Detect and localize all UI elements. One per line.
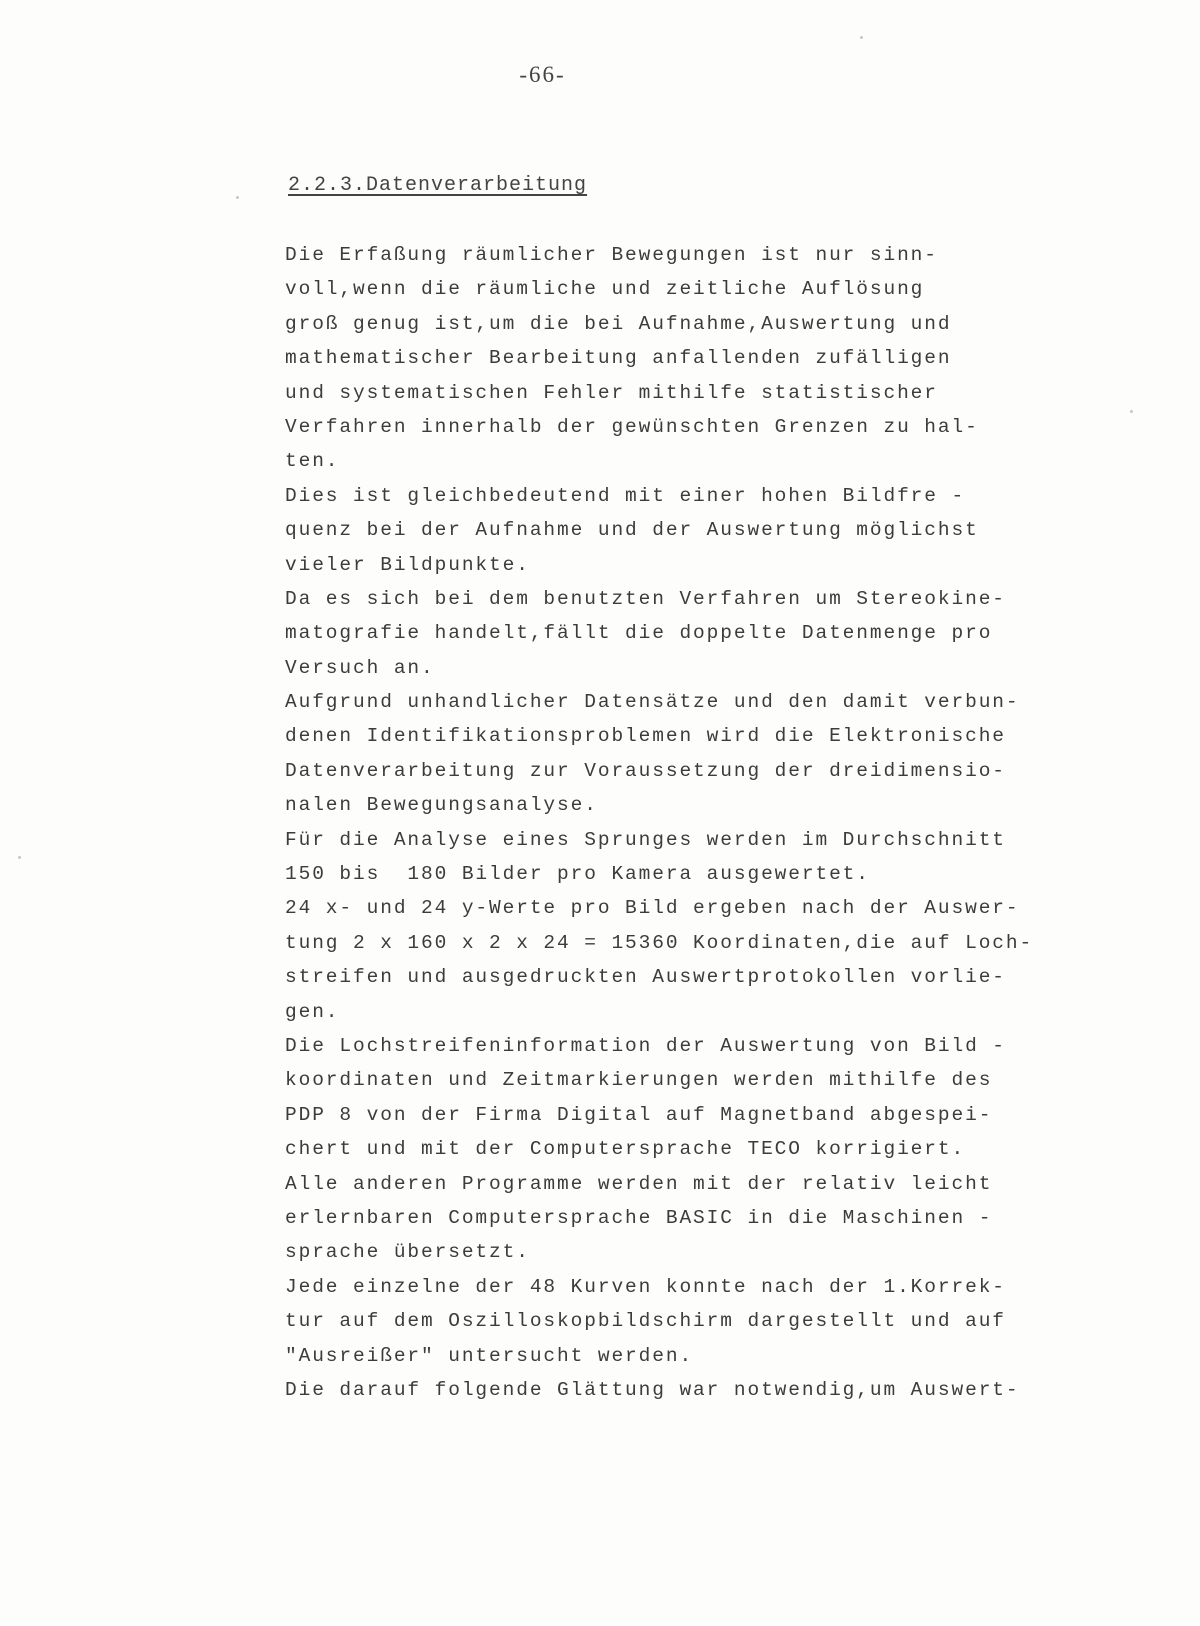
- paper-speck: [860, 36, 863, 39]
- text-line: erlernbaren Computersprache BASIC in die Maschinen -: [285, 1206, 993, 1229]
- text-line: PDP 8 von der Firma Digital auf Magnetband abgespei-: [285, 1103, 993, 1126]
- text-line: vieler Bildpunkte.: [285, 553, 530, 576]
- text-line: tung 2 x 160 x 2 x 24 = 15360 Koordinaten,die auf Loch-: [285, 931, 1034, 954]
- text-line: 24 x- und 24 y-Werte pro Bild ergeben nach der Auswer-: [285, 897, 1020, 920]
- text-line: Für die Analyse eines Sprunges werden im Durchschnitt: [285, 828, 1006, 851]
- text-line: koordinaten und Zeitmarkierungen werden mithilfe des: [285, 1069, 993, 1092]
- text-line: tur auf dem Oszilloskopbildschirm dargestellt und auf: [285, 1310, 1006, 1333]
- paper-speck: [18, 856, 21, 859]
- text-line: "Ausreißer" untersucht werden.: [285, 1344, 694, 1367]
- text-line: ten.: [285, 450, 340, 473]
- text-line: 150 bis 180 Bilder pro Kamera ausgewertet.: [285, 863, 870, 886]
- text-line: und systematischen Fehler mithilfe statistischer: [285, 381, 938, 404]
- text-line: quenz bei der Aufnahme und der Auswertung möglichst: [285, 519, 979, 542]
- text-line: Verfahren innerhalb der gewünschten Grenzen zu hal-: [285, 415, 979, 438]
- text-line: denen Identifikationsproblemen wird die Elektronische: [285, 725, 1006, 748]
- text-line: Versuch an.: [285, 656, 435, 679]
- text-line: Da es sich bei dem benutzten Verfahren um Stereokine-: [285, 587, 1006, 610]
- body-text: [285, 238, 1085, 1407]
- text-line: Jede einzelne der 48 Kurven konnte nach der 1.Korrek-: [285, 1275, 1006, 1298]
- text-line: Datenverarbeitung zur Voraussetzung der dreidimensio-: [285, 759, 1006, 782]
- text-line: mathematischer Bearbeitung anfallenden zufälligen: [285, 347, 952, 370]
- text-line: Dies ist gleichbedeutend mit einer hohen Bildfre -: [285, 484, 966, 507]
- text-line: groß genug ist,um die bei Aufnahme,Auswertung und: [285, 312, 952, 335]
- section-heading: 2.2.3.Datenverarbeitung: [288, 174, 588, 197]
- text-line: Die Erfaßung räumlicher Bewegungen ist nur sinn-: [285, 244, 938, 266]
- text-line: Die darauf folgende Glättung war notwendig,um Auswert-: [285, 1378, 1020, 1401]
- page-number: -66-: [519, 62, 566, 87]
- text-line: Alle anderen Programme werden mit der relativ leicht: [285, 1172, 993, 1195]
- text-line: Die Lochstreifeninformation der Auswertung von Bild -: [285, 1034, 1006, 1057]
- text-line: nalen Bewegungsanalyse.: [285, 794, 598, 817]
- text-line: sprache übersetzt.: [285, 1241, 530, 1264]
- text-line: voll,wenn die räumliche und zeitliche Auflösung: [285, 278, 925, 301]
- paper-speck: [236, 196, 239, 199]
- text-line: gen.: [285, 1000, 340, 1023]
- text-line: matografie handelt,fällt die doppelte Datenmenge pro: [285, 622, 993, 645]
- paper-speck: [1130, 410, 1133, 413]
- text-line: streifen und ausgedruckten Auswertprotokollen vorlie-: [285, 966, 1006, 989]
- text-line: chert und mit der Computersprache TECO korrigiert.: [285, 1138, 966, 1161]
- text-line: Aufgrund unhandlicher Datensätze und den damit verbun-: [285, 691, 1020, 714]
